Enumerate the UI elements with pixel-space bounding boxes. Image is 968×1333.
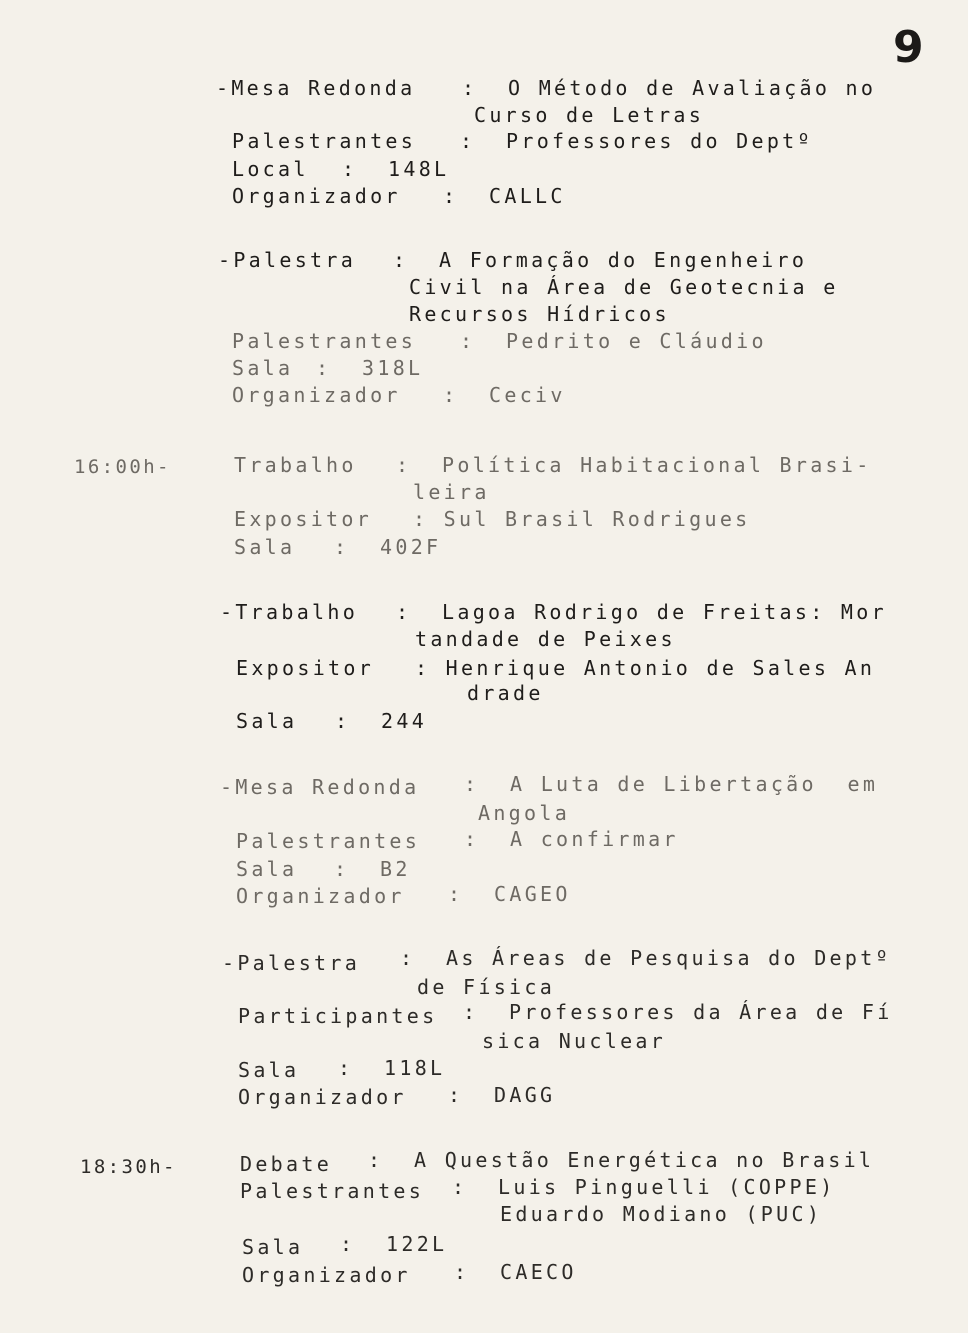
- block-2-line-0-label: Trabalho: [234, 453, 357, 477]
- block-0-line-1-value: Curso de Letras: [474, 103, 705, 127]
- block-6-line-1-label: Palestrantes: [240, 1179, 425, 1203]
- block-0-line-3-value: : 148L: [342, 157, 450, 181]
- block-5-line-0-label: -Palestra: [222, 951, 361, 975]
- block-5-line-4-label: Sala: [238, 1058, 300, 1082]
- block-3-line-0-value: : Lagoa Rodrigo de Freitas: Mor: [396, 600, 887, 624]
- block-4-line-0-value: : A Luta de Libertação em: [464, 772, 879, 796]
- block-2-line-1-value: leira: [413, 480, 490, 504]
- block-0-line-0-label: -Mesa Redonda: [216, 76, 416, 100]
- block-4-line-1-value: Angola: [478, 801, 571, 825]
- block-5-line-4-value: : 118L: [338, 1056, 446, 1080]
- block-6-line-0-value: : A Questão Energética no Brasil: [368, 1148, 875, 1172]
- block-6-line-1-value: : Luis Pinguelli (COPPE): [452, 1175, 836, 1199]
- block-0-line-0-value: : O Método de Avaliação no: [462, 76, 877, 100]
- block-1-line-1-value: Civil na Área de Geotecnia e: [409, 275, 839, 299]
- block-3-line-0-label: -Trabalho: [220, 600, 359, 624]
- block-6-line-4-label: Organizador: [242, 1263, 411, 1287]
- block-1-line-5-label: Organizador: [232, 383, 401, 407]
- block-5-line-2-label: Participantes: [238, 1004, 438, 1028]
- block-5-line-1-value: de Física: [417, 975, 556, 999]
- block-0-line-3-label: Local: [232, 157, 309, 181]
- block-4-line-3-label: Sala: [236, 857, 298, 881]
- block-2-line-2-value: : Sul Brasil Rodrigues: [413, 507, 751, 531]
- block-3-line-4-label: Sala: [236, 709, 298, 733]
- block-5-line-3-value: sica Nuclear: [482, 1029, 667, 1053]
- block-4-line-2-value: : A confirmar: [464, 827, 679, 851]
- block-6-line-3-value: : 122L: [340, 1232, 448, 1256]
- block-1-line-2-value: Recursos Hídricos: [409, 302, 670, 326]
- block-1-line-0-label: -Palestra: [218, 248, 357, 272]
- block-1-line-0-value: : A Formação do Engenheiro: [393, 248, 808, 272]
- block-2-line-3-label: Sala: [234, 535, 296, 559]
- block-1-line-4-value: : 318L: [316, 356, 424, 380]
- block-3-line-3-value: drade: [467, 681, 544, 705]
- block-6-line-2-value: Eduardo Modiano (PUC): [500, 1202, 823, 1226]
- block-6-line-0-label: Debate: [240, 1152, 333, 1176]
- block-4-line-4-label: Organizador: [236, 884, 405, 908]
- block-5-line-5-label: Organizador: [238, 1085, 407, 1109]
- time-slot-1600: 16:00h-: [74, 456, 171, 478]
- block-3-line-4-value: : 244: [335, 709, 428, 733]
- block-1-line-3-value: : Pedrito e Cláudio: [460, 329, 767, 353]
- block-5-line-5-value: : DAGG: [448, 1083, 556, 1107]
- block-0-line-2-value: : Professores do Deptº: [460, 129, 813, 153]
- block-0-line-4-label: Organizador: [232, 184, 401, 208]
- block-4-line-0-label: -Mesa Redonda: [220, 775, 420, 799]
- block-6-line-4-value: : CAECO: [454, 1260, 577, 1284]
- block-4-line-2-label: Palestrantes: [236, 829, 421, 853]
- block-3-line-2-label: Expositor: [236, 656, 375, 680]
- block-2-line-3-value: : 402F: [334, 535, 442, 559]
- block-5-line-2-value: : Professores da Área de Fí: [463, 1000, 893, 1024]
- block-0-line-4-value: : CALLC: [443, 184, 566, 208]
- block-1-line-5-value: : Ceciv: [443, 383, 566, 407]
- time-slot-1830: 18:30h-: [80, 1156, 177, 1178]
- block-2-line-0-value: : Política Habitacional Brasi-: [396, 453, 872, 477]
- block-4-line-3-value: : B2: [334, 857, 411, 881]
- block-3-line-1-value: tandade de Peixes: [415, 627, 676, 651]
- block-4-line-4-value: : CAGEO: [448, 882, 571, 906]
- block-1-line-4-label: Sala: [232, 356, 294, 380]
- block-3-line-2-value: : Henrique Antonio de Sales An: [415, 656, 876, 680]
- block-0-line-2-label: Palestrantes: [232, 129, 417, 153]
- block-6-line-3-label: Sala: [242, 1235, 304, 1259]
- block-2-line-2-label: Expositor: [234, 507, 373, 531]
- block-1-line-3-label: Palestrantes: [232, 329, 417, 353]
- block-5-line-0-value: : As Áreas de Pesquisa do Deptº: [400, 946, 891, 970]
- page-number: 9: [893, 22, 924, 73]
